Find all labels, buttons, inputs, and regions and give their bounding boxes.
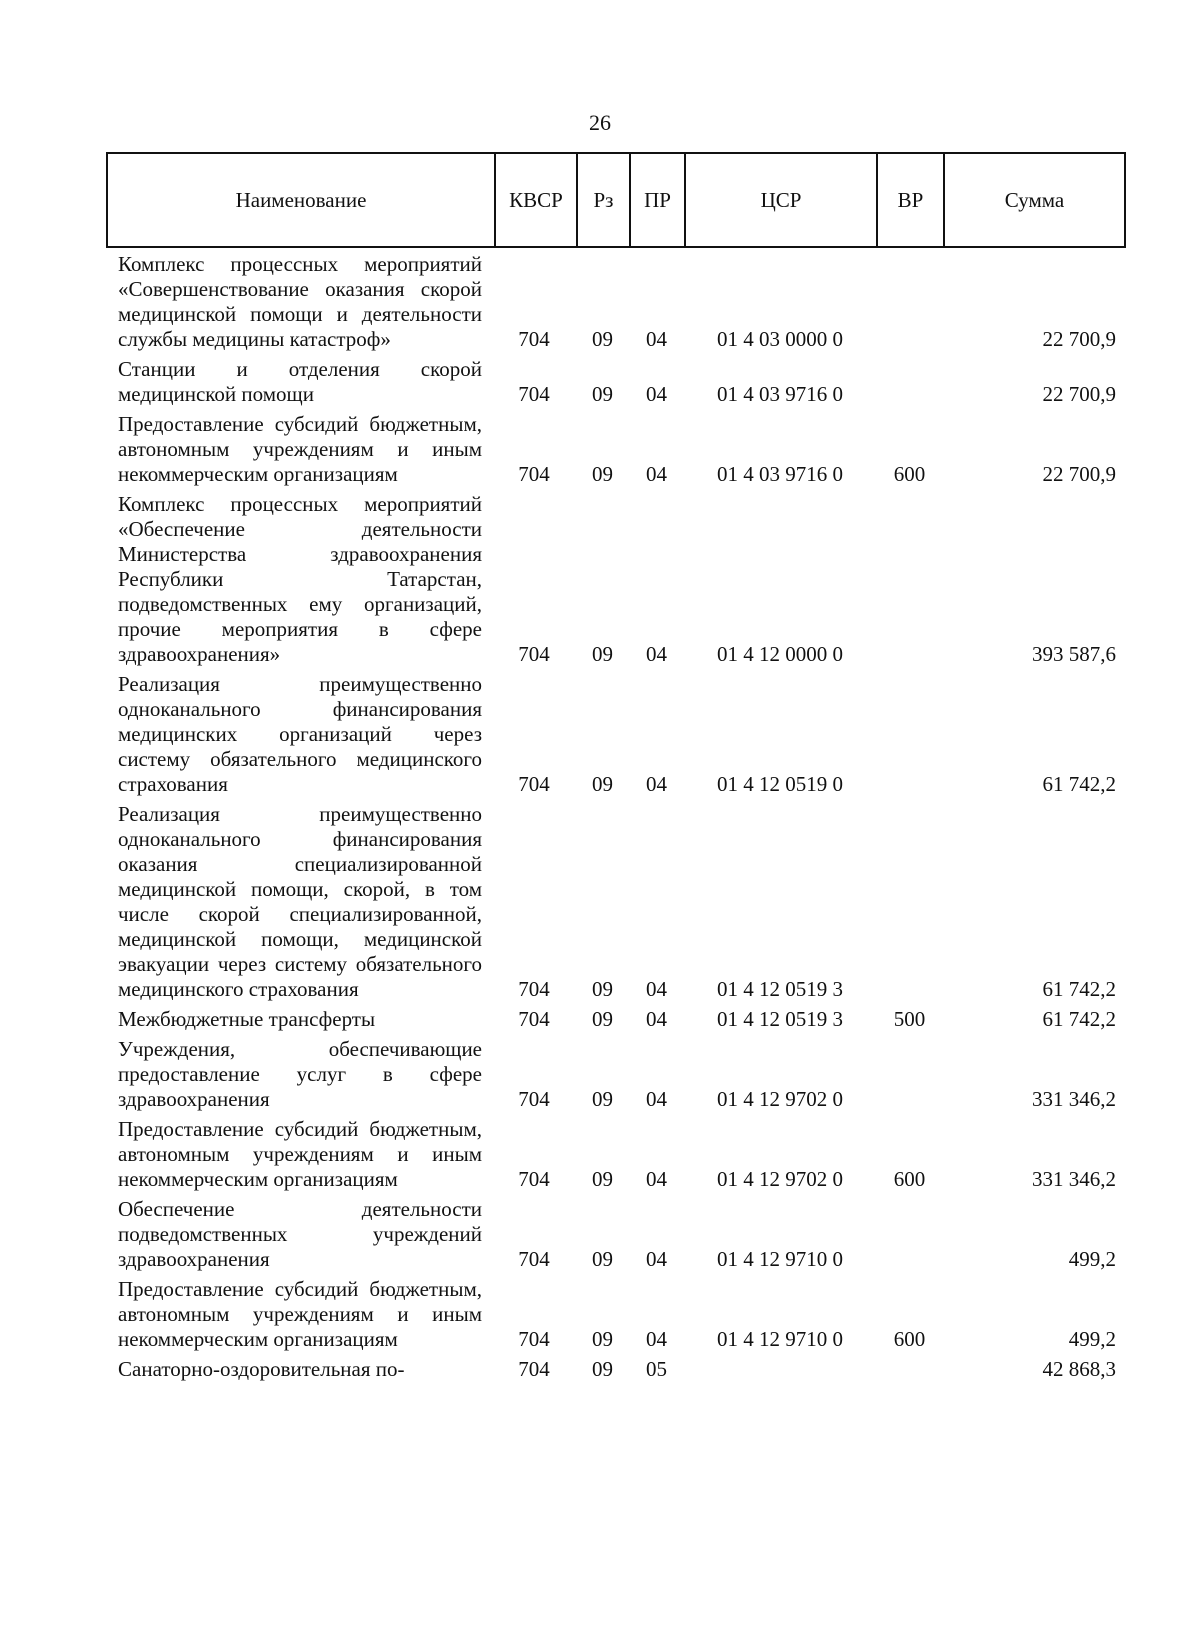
row-kvsr: 704 [518, 977, 550, 1001]
row-csr: 01 4 12 9702 0 [717, 1167, 843, 1191]
row-sum: 42 868,3 [1042, 1357, 1116, 1381]
row-name: Комплекс процессных мероприятий «Обеспечение деятельности Министерства здравоохранения Республики Татарстан, подведомственных ему организаций, прочие мероприятия в сфере здравоохранения» [118, 492, 482, 666]
row-csr: 01 4 03 9716 0 [717, 382, 843, 406]
row-pr: 04 [646, 1327, 667, 1351]
row-rz: 09 [592, 327, 613, 351]
table-row [106, 357, 1126, 407]
row-csr: 01 4 12 0000 0 [717, 642, 843, 666]
row-name: Учреждения, обеспечивающие предоставление услуг в сфере здравоохранения [118, 1037, 482, 1111]
header-name: Наименование [108, 154, 496, 246]
row-name: Станции и отделения скорой медицинской помощи [118, 357, 482, 406]
row-csr: 01 4 03 0000 0 [717, 327, 843, 351]
row-kvsr: 704 [518, 462, 550, 486]
row-kvsr: 704 [518, 1247, 550, 1271]
row-rz: 09 [592, 382, 613, 406]
row-rz: 09 [592, 1007, 613, 1031]
table-header [106, 152, 1126, 248]
row-kvsr: 704 [518, 1087, 550, 1111]
table-row [106, 802, 1126, 1002]
table-row [106, 492, 1126, 667]
table-row [106, 1007, 1126, 1032]
row-pr: 04 [646, 327, 667, 351]
row-kvsr: 704 [518, 642, 550, 666]
row-pr: 04 [646, 462, 667, 486]
table-body [106, 252, 1126, 1382]
row-rz: 09 [592, 1167, 613, 1191]
row-csr: 01 4 12 0519 3 [717, 977, 843, 1001]
row-pr: 04 [646, 1087, 667, 1111]
row-sum: 61 742,2 [1042, 977, 1116, 1001]
row-csr: 01 4 12 0519 3 [717, 1007, 843, 1031]
row-pr: 04 [646, 1247, 667, 1271]
row-sum: 61 742,2 [1042, 1007, 1116, 1031]
table-row [106, 252, 1126, 352]
row-sum: 331 346,2 [1032, 1167, 1116, 1191]
row-pr: 04 [646, 772, 667, 796]
row-csr: 01 4 12 9710 0 [717, 1247, 843, 1271]
table-row [106, 672, 1126, 797]
row-rz: 09 [592, 1247, 613, 1271]
row-name: Предоставление субсидий бюджетным, автономным учреждениям и иным некоммерческим организациям [118, 1117, 482, 1191]
table-row [106, 1277, 1126, 1352]
row-rz: 09 [592, 977, 613, 1001]
row-sum: 331 346,2 [1032, 1087, 1116, 1111]
row-rz: 09 [592, 462, 613, 486]
table-row [106, 1117, 1126, 1192]
table-row [106, 1037, 1126, 1112]
row-sum: 499,2 [1068, 1327, 1116, 1351]
row-kvsr: 704 [518, 772, 550, 796]
table-row [106, 412, 1126, 487]
page-number: 26 [589, 110, 611, 135]
row-name: Предоставление субсидий бюджетным, автономным учреждениям и иным некоммерческим организациям [118, 412, 482, 486]
row-name: Санаторно-оздоровительная по- [118, 1357, 405, 1381]
header-csr: ЦСР [686, 154, 878, 246]
row-csr: 01 4 12 0519 0 [717, 772, 843, 796]
row-csr: 01 4 03 9716 0 [717, 462, 843, 486]
row-pr: 04 [646, 1007, 667, 1031]
row-name: Реализация преимущественно одноканального финансирования медицинских организаций через систему обязательного медицинского страхования [118, 672, 482, 796]
row-rz: 09 [592, 1357, 613, 1381]
row-pr: 04 [646, 382, 667, 406]
row-csr: 01 4 12 9702 0 [717, 1087, 843, 1111]
row-name: Реализация преимущественно одноканального финансирования оказания специализированной медицинской помощи, скорой, в том числе скорой специализированной, медицинской помощи, медицинской эвакуации через систему обязательного медицинского страхования [118, 802, 482, 1001]
table-row [106, 1197, 1126, 1272]
row-sum: 22 700,9 [1042, 382, 1116, 406]
row-sum: 61 742,2 [1042, 772, 1116, 796]
row-sum: 22 700,9 [1042, 462, 1116, 486]
row-name: Обеспечение деятельности подведомственных учреждений здравоохранения [118, 1197, 482, 1271]
row-rz: 09 [592, 1327, 613, 1351]
row-vr: 600 [893, 1327, 926, 1351]
row-pr: 04 [646, 977, 667, 1001]
row-kvsr: 704 [518, 382, 550, 406]
header-vr: ВР [878, 154, 945, 246]
row-pr: 05 [646, 1357, 667, 1381]
row-kvsr: 704 [518, 1007, 550, 1031]
header-rz: Рз [578, 154, 631, 246]
row-vr: 600 [893, 462, 926, 486]
row-rz: 09 [592, 1087, 613, 1111]
header-kvsr: КВСР [496, 154, 578, 246]
row-name: Предоставление субсидий бюджетным, автономным учреждениям и иным некоммерческим организациям [118, 1277, 482, 1351]
row-pr: 04 [646, 642, 667, 666]
header-pr: ПР [631, 154, 686, 246]
header-sum: Сумма [1004, 187, 1065, 212]
row-rz: 09 [592, 642, 613, 666]
row-kvsr: 704 [518, 1327, 550, 1351]
row-sum: 393 587,6 [1032, 642, 1116, 666]
row-kvsr: 704 [518, 1167, 550, 1191]
table-row [106, 1357, 1126, 1382]
row-rz: 09 [592, 772, 613, 796]
row-vr: 500 [893, 1007, 926, 1031]
row-sum: 499,2 [1068, 1247, 1116, 1271]
row-kvsr: 704 [518, 327, 550, 351]
row-vr: 600 [893, 1167, 926, 1191]
row-sum: 22 700,9 [1042, 327, 1116, 351]
row-csr: 01 4 12 9710 0 [717, 1327, 843, 1351]
row-pr: 04 [646, 1167, 667, 1191]
row-name: Межбюджетные трансферты [118, 1007, 376, 1031]
row-name: Комплекс процессных мероприятий «Совершенствование оказания скорой медицинской помощи и деятельности службы медицины катастроф» [118, 252, 482, 351]
row-kvsr: 704 [518, 1357, 550, 1381]
